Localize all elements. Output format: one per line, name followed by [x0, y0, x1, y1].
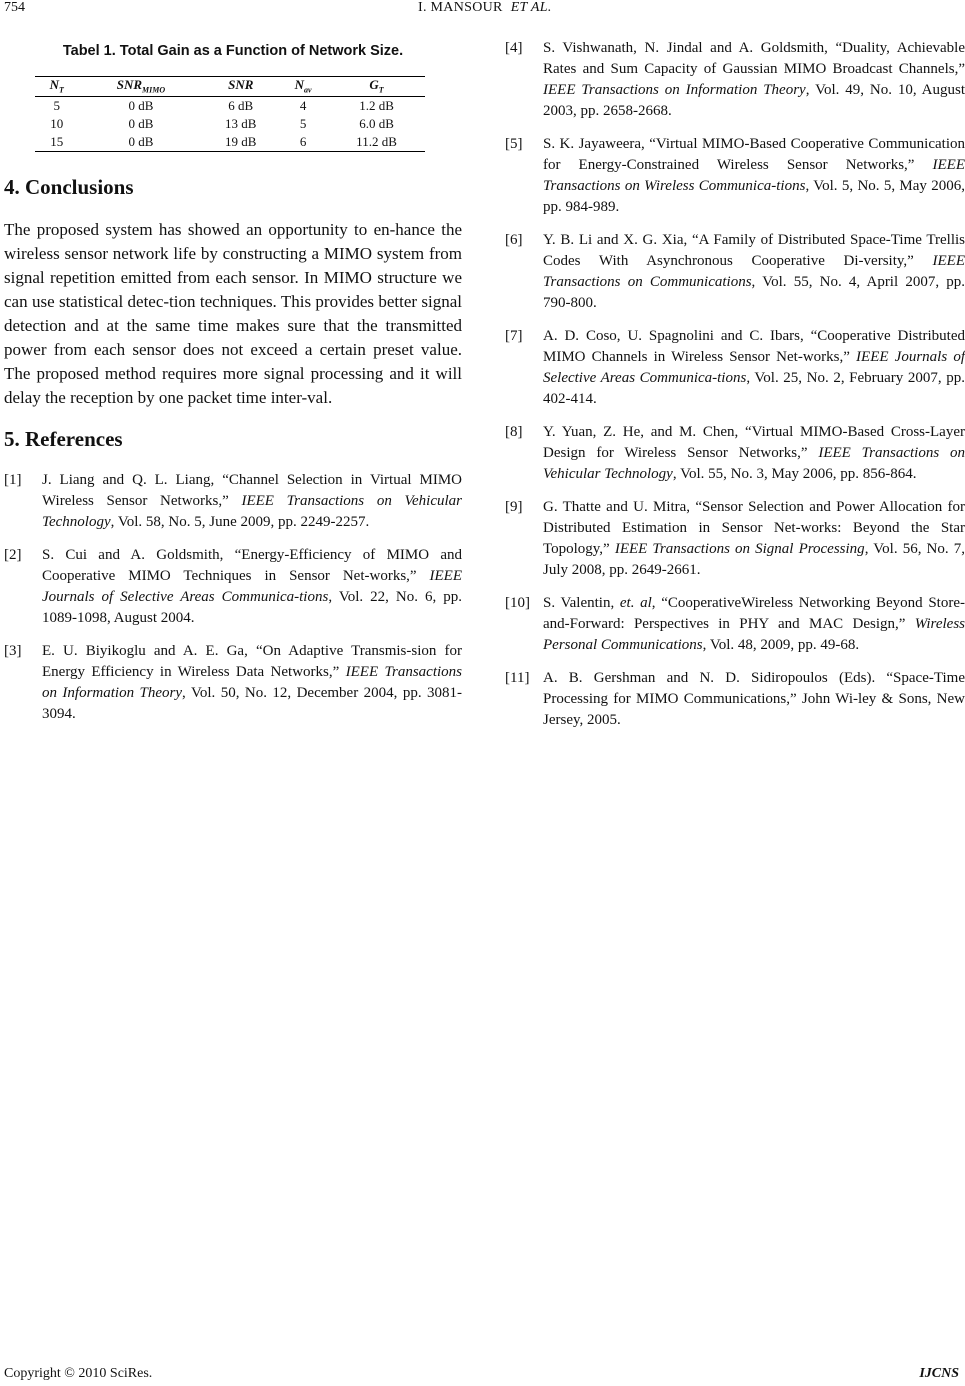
table-cell: 10	[50, 115, 64, 131]
reference-number: [11]	[505, 670, 530, 686]
table-cell: 0 dB	[128, 115, 154, 131]
table-cell: 11.2 dB	[328, 133, 425, 152]
reference-number: [10]	[505, 595, 530, 611]
left-column	[4, 38, 462, 725]
reference-item	[505, 230, 965, 314]
col-header: $G_T$	[328, 77, 425, 97]
reference-item	[4, 641, 462, 725]
reference-text: S. Valentin, et. al, “CooperativeWireless Networking Beyond Store-and-Forward: Perspectives in PHY and MAC Design,” Wireless Personal Communications, Vol. 48, 2009, pp. 49-68.	[543, 595, 965, 653]
reference-number: [5]	[505, 136, 523, 152]
page-number: 754	[4, 0, 25, 15]
reference-number: [2]	[4, 546, 22, 563]
table-cell: 15	[35, 133, 79, 152]
reference-item	[4, 470, 462, 533]
table-cell: 5	[53, 97, 61, 113]
table-cell: 1.2 dB	[359, 97, 394, 113]
reference-number: [3]	[4, 642, 22, 659]
right-column	[505, 38, 965, 731]
running-header-etal: ET AL.	[510, 0, 552, 15]
reference-item	[505, 134, 965, 218]
conclusions-heading: 4. Conclusions	[4, 174, 134, 199]
table-cell: 5	[299, 115, 307, 131]
conclusions-paragraph: The proposed system has showed an opportunity to en-hance the wireless sensor network life by constructing a MIMO system from signal repetition emitted from each sensor. In MIMO structure we can use statistical detec-tion techniques. This provides better signal detection and at the same time makes sure that the transmitted power from each sensor does not exceed a certain preset value. The proposed method requires more signal processing and it will delay the reception by one packet time inter-val.	[4, 219, 462, 407]
table-caption: Tabel 1. Total Gain as a Function of Network Size.	[62, 43, 404, 59]
reference-text: Y. Yuan, Z. He, and M. Chen, “Virtual MIMO-Based Cross-Layer Design for Wireless Sensor Networks,” IEEE Transactions on Vehicular Technology, Vol. 55, No. 3, May 2006, pp. 856-864.	[543, 424, 965, 482]
table-row	[35, 133, 425, 152]
journal-abbreviation: IJCNS	[919, 1366, 959, 1381]
reference-text: E. U. Biyikoglu and A. E. Ga, “On Adaptive Transmis-sion for Energy Efficiency in Wireless Data Networks,” IEEE Transactions on Information Theory, Vol. 50, No. 12, December 2004, pp. 3081-3094.	[42, 642, 462, 722]
table-row	[35, 96, 425, 115]
reference-number: [4]	[505, 40, 523, 56]
references-heading: 5. References	[4, 426, 123, 451]
col-header: $SNR_{MIMO}$	[79, 77, 204, 97]
reference-number: [6]	[505, 232, 523, 248]
col-header: $N_T$	[35, 77, 79, 97]
table-cell: 0 dB	[79, 133, 204, 152]
reference-text: Y. B. Li and X. G. Xia, “A Family of Distributed Space-Time Trellis Codes With Asynchronous Cooperative Di-versity,” IEEE Transactions on Communications, Vol. 55, No. 4, April 2007, pp. 790-800.	[543, 232, 965, 311]
reference-text: S. Cui and A. Goldsmith, “Energy-Efficiency of MIMO and Cooperative MIMO Techniques in Sensor Net-works,” IEEE Journals of Selective Areas Communica-tions, Vol. 22, No. 6, pp. 1089-1098, August 2004.	[42, 546, 462, 626]
table-cell: 4	[299, 97, 307, 113]
reference-item	[505, 497, 965, 581]
running-header	[418, 0, 552, 16]
reference-item	[4, 545, 462, 629]
reference-item	[505, 326, 965, 410]
reference-item	[505, 38, 965, 122]
table-cell: 6	[278, 133, 328, 152]
reference-text: J. Liang and Q. L. Liang, “Channel Selection in Virtual MIMO Wireless Sensor Networks,” IEEE Transactions on Vehicular Technology, Vol. 58, No. 5, June 2009, pp. 2249-2257.	[42, 471, 462, 530]
reference-text: A. D. Coso, U. Spagnolini and C. Ibars, “Cooperative Distributed MIMO Channels in Wireless Sensor Net-works,” IEEE Journals of Selective Areas Communica-tions, Vol. 25, No. 2, February 2007, pp. 402-414.	[543, 328, 965, 407]
reference-text: S. Vishwanath, N. Jindal and A. Goldsmith, “Duality, Achievable Rates and Sum Capacity of Gaussian MIMO Broadcast Channels,” IEEE Transactions on Information Theory, Vol. 49, No. 10, August 2003, pp. 2658-2668.	[543, 40, 965, 119]
col-header: SNR	[203, 77, 278, 97]
running-header-author: I. MANSOUR	[418, 0, 503, 15]
col-header: $N_{av}$	[278, 77, 328, 97]
table-cell: 6.0 dB	[359, 115, 394, 131]
reference-number: [9]	[505, 499, 523, 515]
table-row	[35, 115, 425, 133]
reference-item	[505, 422, 965, 485]
reference-text: A. B. Gershman and N. D. Sidiropoulos (Eds). “Space-Time Processing for MIMO Communications,” John Wi-ley & Sons, New Jersey, 2005.	[543, 670, 965, 728]
reference-number: [7]	[505, 328, 523, 344]
reference-number: [1]	[4, 471, 22, 488]
reference-number: [8]	[505, 424, 523, 440]
table-cell: 13 dB	[225, 115, 257, 131]
reference-text: G. Thatte and U. Mitra, “Sensor Selection and Power Allocation for Distributed Estimation in Sensor Net-works: Beyond the Star Topology,” IEEE Transactions on Signal Processing, Vol. 56, No. 7, July 2008, pp. 2649-2661.	[543, 499, 965, 578]
table-cell: 19 dB	[203, 133, 278, 152]
gain-table	[35, 76, 425, 152]
reference-text: S. K. Jayaweera, “Virtual MIMO-Based Cooperative Communication for Energy-Constrained Wireless Sensor Networks,” IEEE Transactions on Wireless Communica-tions, Vol. 5, No. 5, May 2006, pp. 984-989.	[543, 136, 965, 215]
table-cell: 0 dB	[128, 97, 154, 113]
table-cell: 6 dB	[228, 97, 254, 113]
reference-item	[505, 668, 965, 731]
table-header-row	[35, 77, 425, 97]
reference-item	[505, 593, 965, 656]
copyright-notice: Copyright © 2010 SciRes.	[4, 1366, 153, 1381]
